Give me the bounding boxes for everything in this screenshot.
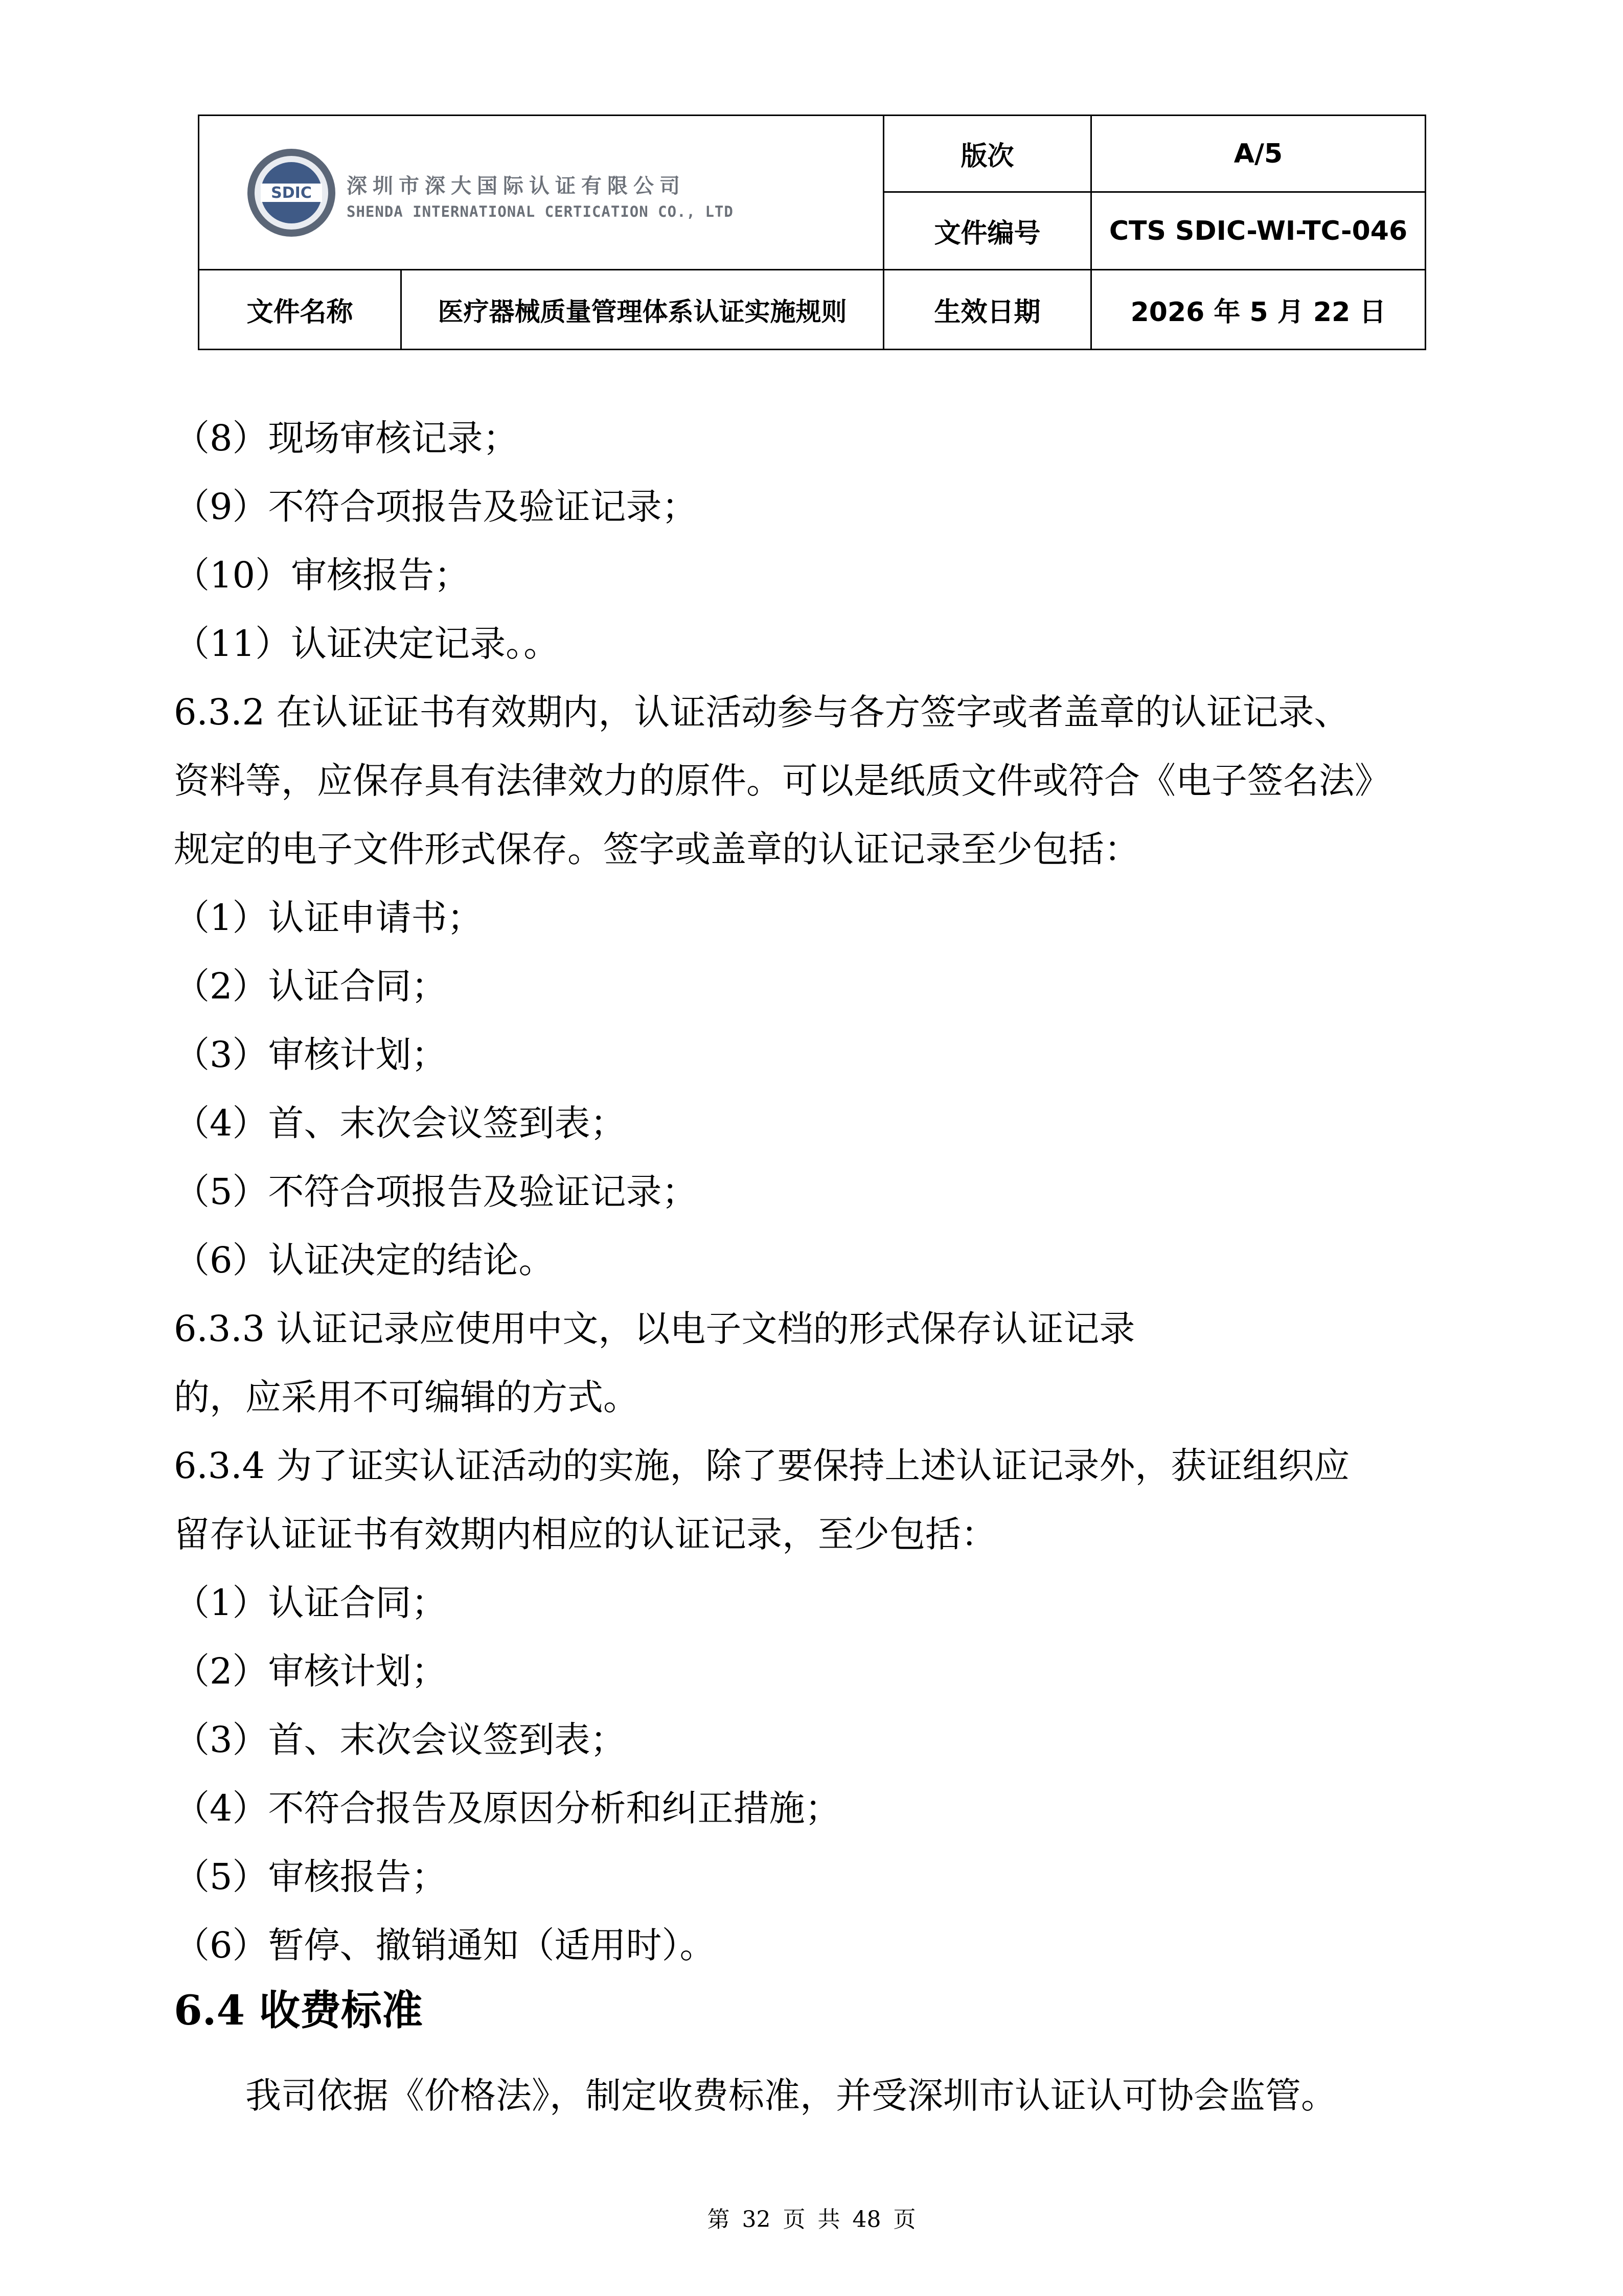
list-item: （8）现场审核记录； [174, 417, 519, 459]
list-item: （2）审核计划； [174, 1650, 447, 1692]
paragraph-6-3-3-line-2: 的，应采用不可编辑的方式。 [174, 1376, 639, 1418]
logo-mark-text: SDIC [271, 184, 312, 202]
paragraph-6-3-3-line-1: 6.3.3 认证记录应使用中文，以电子文档的形式保存认证记录 [174, 1308, 1135, 1350]
list-item: （1）认证合同； [174, 1582, 447, 1624]
version-value: A/5 [1091, 116, 1426, 192]
version-label: 版次 [884, 116, 1091, 192]
list-item: （3）审核计划； [174, 1034, 447, 1076]
document-body [174, 404, 1462, 2130]
list-item: （4）不符合报告及原因分析和纠正措施； [174, 1787, 841, 1829]
company-logo-icon [245, 147, 337, 239]
list-item: （1）认证申请书； [174, 897, 483, 939]
doc-name-value: 医疗器械质量管理体系认证实施规则 [401, 270, 884, 350]
company-name-en: SHENDA INTERNATIONAL CERTICATION CO., LTD [347, 203, 734, 220]
paragraph-6-3-2-line-3: 规定的电子文件形式保存。签字或盖章的认证记录至少包括： [174, 828, 1140, 870]
list-item: （11）认证决定记录。。 [174, 623, 560, 665]
company-name-cn: 深圳市深大国际认证有限公司 [347, 174, 685, 198]
company-logo-cell [199, 116, 884, 270]
doc-number-label: 文件编号 [884, 192, 1091, 270]
page-footer: 第 32 页 共 48 页 [707, 2207, 916, 2233]
paragraph-6-3-2-line-2: 资料等，应保存具有法律效力的原件。可以是纸质文件或符合《电子签名法》 [174, 760, 1390, 802]
paragraph-6-3-2-line-1: 6.3.2 在认证证书有效期内，认证活动参与各方签字或者盖章的认证记录、 [174, 691, 1350, 733]
list-item: （6）认证决定的结论。 [174, 1239, 555, 1281]
list-item: （5）不符合项报告及验证记录； [174, 1171, 698, 1213]
document-header-table [198, 115, 1426, 350]
doc-number-value: CTS SDIC-WI-TC-046 [1091, 192, 1426, 270]
list-item: （3）首、末次会议签到表； [174, 1719, 626, 1761]
list-item: （5）审核报告； [174, 1856, 447, 1898]
list-item: （9）不符合项报告及验证记录； [174, 486, 698, 528]
list-item: （6）暂停、撤销通知（适用时）。 [174, 1924, 716, 1966]
effective-date-value: 2026 年 5 月 22 日 [1091, 270, 1426, 350]
list-item: （4）首、末次会议签到表； [174, 1102, 626, 1144]
paragraph-6-3-4-line-1: 6.3.4 为了证实认证活动的实施，除了要保持上述认证记录外，获证组织应 [174, 1445, 1350, 1487]
section-6-4-text: 我司依据《价格法》，制定收费标准，并受深圳市认证认可协会监管。 [245, 2075, 1337, 2117]
section-6-4-title: 6.4 收费标准 [174, 1986, 423, 2034]
list-item: （10）审核报告； [174, 554, 470, 596]
doc-name-label: 文件名称 [199, 270, 401, 350]
list-item: （2）认证合同； [174, 965, 447, 1007]
effective-date-label: 生效日期 [884, 270, 1091, 350]
paragraph-6-3-4-line-2: 留存认证证书有效期内相应的认证记录，至少包括： [174, 1513, 997, 1555]
